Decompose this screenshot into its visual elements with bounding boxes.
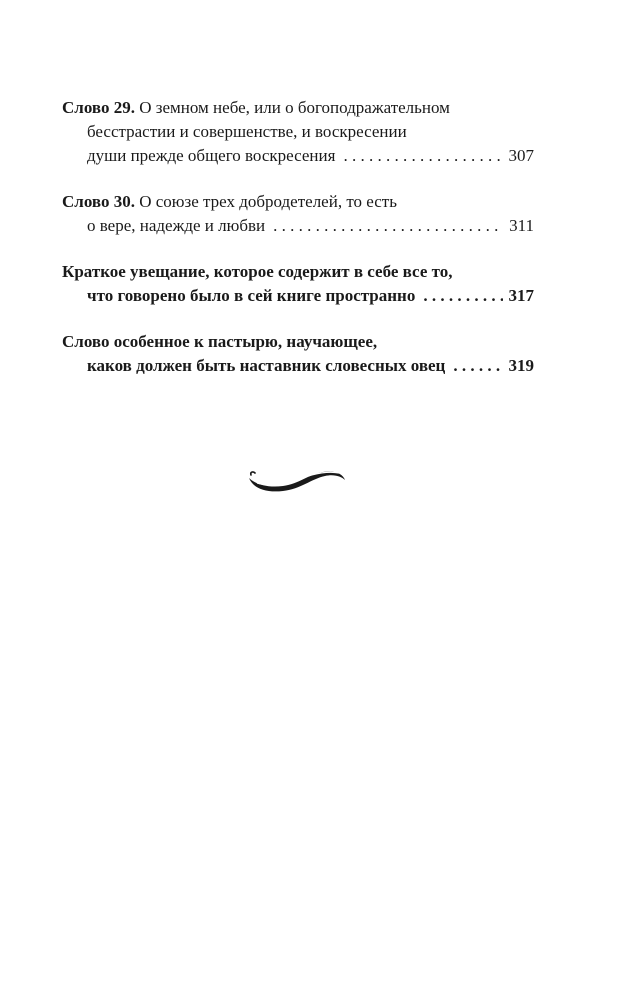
toc-entry-label: Слово 30.	[62, 192, 135, 211]
toc-entry-text: О союзе трех добродетелей, то есть	[139, 192, 397, 211]
toc-entry-line	[62, 214, 534, 238]
toc-entry-text: о вере, надежде и любви	[87, 216, 266, 235]
toc-entry[interactable]	[62, 330, 534, 378]
toc-entry[interactable]	[62, 190, 534, 238]
toc-entry-text: бесстрастии и совершенстве, и воскресении	[87, 122, 407, 141]
toc-entry-line	[62, 96, 534, 120]
toc-entry-text: О земном небе, или о богоподражательном	[139, 98, 450, 117]
dot-leader	[343, 144, 502, 168]
toc-entry-text: Краткое увещание, которое содержит в себе все то,	[62, 262, 453, 281]
flourish-ornament-icon	[245, 464, 349, 494]
table-of-contents	[62, 96, 534, 400]
toc-entry-line	[62, 120, 534, 144]
toc-entry-text: души прежде общего воскресения	[87, 146, 336, 165]
toc-entry-text: что говорено было в сей книге пространно	[87, 286, 416, 305]
toc-entry-line	[62, 284, 534, 308]
toc-entry-line	[62, 260, 534, 284]
toc-entry[interactable]	[62, 96, 534, 168]
toc-entry[interactable]	[62, 260, 534, 308]
dot-leader	[273, 214, 503, 238]
toc-entry-line	[62, 144, 534, 168]
page-number: 307	[508, 146, 534, 165]
toc-entry-text: Слово особенное к пастырю, научающее,	[62, 332, 378, 351]
dot-leader	[453, 354, 502, 378]
toc-entry-line	[62, 330, 534, 354]
page-number: 311	[509, 216, 534, 235]
dot-leader	[423, 284, 502, 308]
page-number: 319	[508, 356, 534, 375]
toc-entry-line	[62, 190, 534, 214]
toc-entry-label: Слово 29.	[62, 98, 135, 117]
page-number: 317	[508, 286, 534, 305]
toc-entry-line	[62, 354, 534, 378]
toc-entry-text: каков должен быть наставник словесных овец	[87, 356, 446, 375]
